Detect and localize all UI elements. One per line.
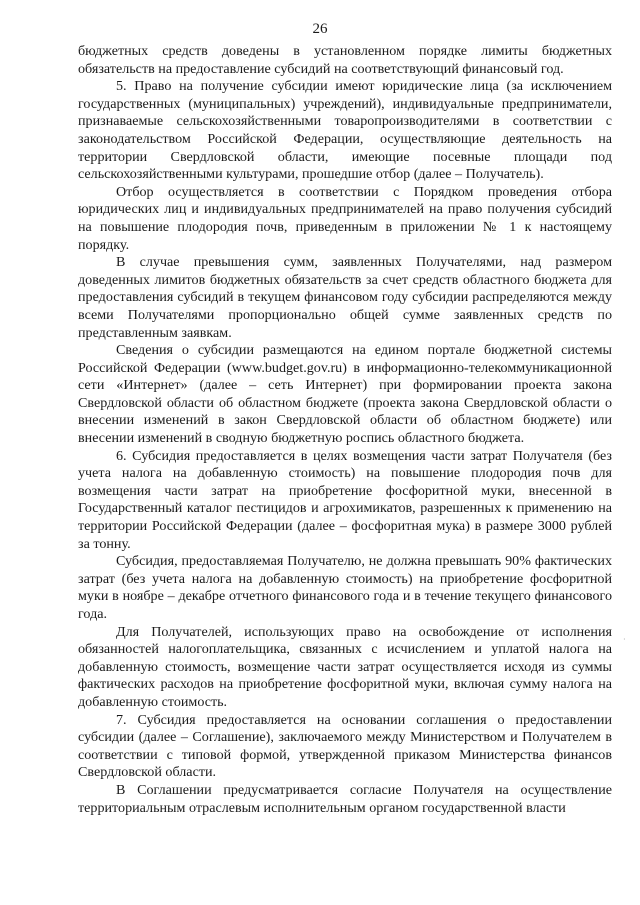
paragraph-vat-exemption: Для Получателей, использующих право на освобождение от исполнения обязанностей налогоплательщика, связанных с исчислением и уплатой налога на добавленную стоимость, возмещение части затрат осуществляется исходя из суммы фактических расходов на приобретение фосфоритной муки, включая сумму налога на добавленную стоимость. (78, 623, 612, 710)
paragraph-portal-info: Сведения о субсидии размещаются на едином портале бюджетной системы Российской Федерации (www.budget.gov.ru) в информационно-телекоммуникационной сети «Интернет» (далее – сеть Интернет) при формировании проекта закона Свердловской области об областном бюджете (проекта закона Свердловской области о внесении изменений в закон Свердловской области об областном бюджете) или внесении изменений в сводную бюджетную роспись областного бюджета. (78, 342, 612, 447)
paragraph-limits-exceeded: В случае превышения сумм, заявленных Получателями, над размером доведенных лимитов бюджетных обязательств за счет средств областного бюджета для предоставления субсидий в текущем финансовом году субсидии распределяются между всеми Получателями пропорционально общей сумме заявленных средств по представленным заявкам. (78, 254, 612, 341)
paragraph-selection: Отбор осуществляется в соответствии с Порядком проведения отбора юридических лиц и индивидуальных предпринимателей на право получения субсидий на повышение плодородия почв, приведенным в приложении № 1 к настоящему порядку. (78, 183, 612, 253)
page-number: 26 (312, 21, 328, 37)
paragraph-item-5: 5. Право на получение субсидии имеют юридические лица (за исключением государственных (муниципальных) учреждений), индивидуальные предприниматели, признаваемые сельскохозяйственными товаропроизводителями в соответствии с законодательством Российской Федерации, осуществляющие деятельность на территории Свердловской области, имеющие посевные площади под сельскохозяйственными культурами, прошедшие отбор (далее – Получатель). (78, 78, 612, 183)
paragraph-continuation: бюджетных средств доведены в установленном порядке лимиты бюджетных обязательств на предоставление субсидий на соответствующий финансовый год. (78, 43, 612, 77)
paragraph-item-6: 6. Субсидия предоставляется в целях возмещения части затрат Получателя (без учета налога на добавленную стоимость) на повышение плодородия почв для возмещения части затрат на приобретение фосфоритной муки, внесенной в Государственный каталог пестицидов и агрохимикатов, разрешенных к применению на территории Российской Федерации (далее – фосфоритная мука) в размере 3000 рублей за тонну. (78, 447, 612, 552)
paragraph-item-7: 7. Субсидия предоставляется на основании соглашения о предоставлении субсидии (далее – Соглашение), заключаемого между Министерством и Получателем в соответствии с типовой формой, утвержденной приказом Министерства финансов Свердловской области. (78, 711, 612, 781)
document-body (78, 43, 612, 817)
paragraph-subsidy-limit: Субсидия, предоставляемая Получателю, не должна превышать 90% фактических затрат (без учета налога на добавленную стоимость) на приобретение фосфоритной муки в ноябре – декабре отчетного финансового года и в течение текущего финансового года. (78, 553, 612, 622)
margin-dot: · (623, 635, 626, 644)
paragraph-agreement-consent: В Соглашении предусматривается согласие Получателя на осуществление территориальным отраслевым исполнительным органом государственной власти (78, 781, 612, 816)
